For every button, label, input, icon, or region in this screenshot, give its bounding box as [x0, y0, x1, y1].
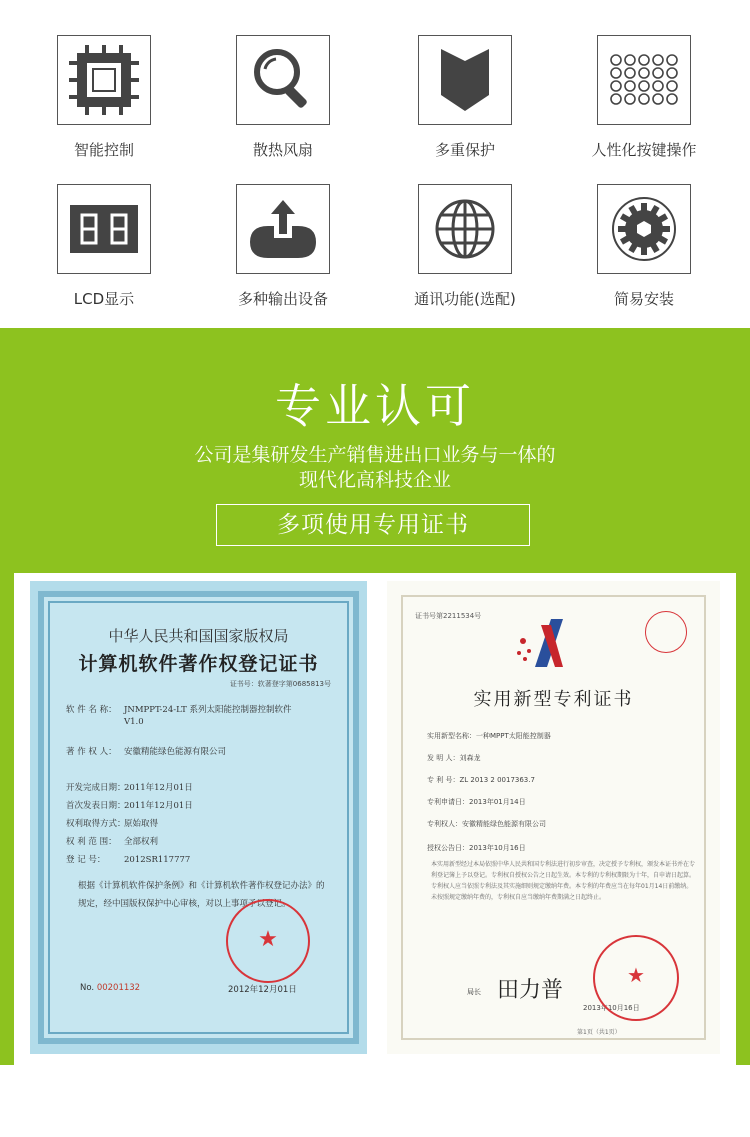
certificate-title: 实用新型专利证书 — [473, 689, 634, 710]
feature-lcd-display — [24, 184, 184, 309]
info-row: 著 作 权 人： 安徽精能绿色能源有限公司 — [66, 747, 227, 757]
software-copyright-certificate[interactable] — [30, 581, 367, 1054]
feature-multi-output — [203, 184, 363, 309]
feature-label: 散热风扇 — [252, 141, 313, 159]
magnifier-icon — [236, 35, 330, 125]
info-row: 专利申请日：2013年01月14日 — [427, 798, 526, 806]
globe-icon — [418, 184, 512, 274]
info-row: V1.0 — [124, 717, 144, 727]
features-section — [0, 0, 750, 328]
legal-text: 根据《计算机软件保护条例》和《计算机软件著作权登记办法》的 规定，经中国版权保护中心审核，对以上事项予以登记。 — [78, 881, 325, 909]
page-footer: 第1页（共1页） — [577, 1029, 621, 1036]
certificate-number: 证书号第2211534号 — [415, 612, 482, 620]
certificate-title: 计算机软件著作权登记证书 — [78, 653, 319, 675]
certification-section — [0, 328, 750, 1137]
keypad-icon — [597, 35, 691, 125]
feature-label: 简易安装 — [613, 290, 674, 308]
certificates-button[interactable]: 多项使用专用证书 — [216, 504, 530, 546]
info-row: 授权公告日：2013年10月16日 — [427, 844, 526, 852]
feature-multi-protection — [385, 35, 545, 160]
feature-label: 多重保护 — [434, 141, 495, 159]
issuer-title: 中华人民共和国国家版权局 — [108, 627, 289, 645]
lcd-display-icon — [57, 184, 151, 274]
info-row: 首次发表日期：2011年12月01日 — [66, 801, 193, 811]
info-row: 权 利 范 围： 全部权利 — [66, 837, 159, 847]
feature-keypad — [564, 35, 724, 160]
feature-cooling-fan — [203, 35, 363, 160]
feature-label: 通讯功能(选配) — [414, 290, 516, 308]
utility-patent-certificate[interactable] — [387, 581, 720, 1054]
chip-icon — [57, 35, 151, 125]
info-row: 软 件 名 称： JNMPPT-24-LT 系列太阳能控制器控制软件 — [66, 705, 292, 715]
certificates-panel — [14, 573, 736, 1065]
issue-date: 2012年12月01日 — [228, 985, 297, 995]
info-row: 专 利 号：ZL 2013 2 0017363.7 — [427, 776, 535, 784]
feature-easy-install — [564, 184, 724, 309]
feature-label: 智能控制 — [73, 141, 134, 159]
info-row: 登 记 号： 2012SR117777 — [66, 855, 191, 865]
official-seal — [593, 935, 679, 1021]
feature-communication — [385, 184, 545, 309]
sign-label: 局长 — [467, 988, 481, 996]
info-row: 开发完成日期：2011年12月01日 — [66, 783, 193, 793]
small-seal — [645, 611, 687, 653]
feature-label: 人性化按键操作 — [591, 141, 697, 159]
issue-date: 2013年10月16日 — [583, 1004, 640, 1012]
upload-output-icon — [236, 184, 330, 274]
info-row: 专利权人：安徽精能绿色能源有限公司 — [427, 820, 546, 828]
shield-icon — [418, 35, 512, 125]
section-title: 专业认可 — [275, 379, 475, 433]
feature-label: 多种输出设备 — [237, 290, 328, 308]
legal-text: 本实用新型经过本局依照中华人民共和国专利法进行初步审查，决定授予专利权，颁发本证书并在专利登记簿上予以登记。专利权自授权公告之日起生效。本专利的专利权期限为十年，自申请日起算。专利权人应当依照专利法及其实施细则规定缴纳年费。本专利的年费应当在每年01月14日前缴纳。未按照规定缴纳年费的，专利权自应当缴纳年费期满之日起终止。 — [431, 861, 696, 901]
feature-smart-control — [24, 35, 184, 160]
serial-number: No. 00201132 — [80, 983, 141, 993]
section-subtitle-1: 公司是集研发生产销售进出口业务与一体的 — [194, 444, 556, 466]
official-seal — [226, 899, 310, 983]
info-row: 实用新型名称：一种MPPT太阳能控制器 — [427, 732, 551, 740]
signature: 田力普 — [497, 978, 564, 1003]
gear-icon — [597, 184, 691, 274]
feature-label: LCD显示 — [73, 290, 135, 308]
patent-office-emblem-icon — [511, 615, 581, 671]
certificate-number: 证书号：软著登字第0685813号 — [229, 680, 331, 688]
band-bottom-spacer — [0, 1065, 750, 1137]
info-row: 权利取得方式：原始取得 — [66, 819, 159, 829]
section-subtitle-2: 现代化高科技企业 — [298, 469, 451, 491]
info-row: 发 明 人：刘森龙 — [427, 754, 481, 762]
